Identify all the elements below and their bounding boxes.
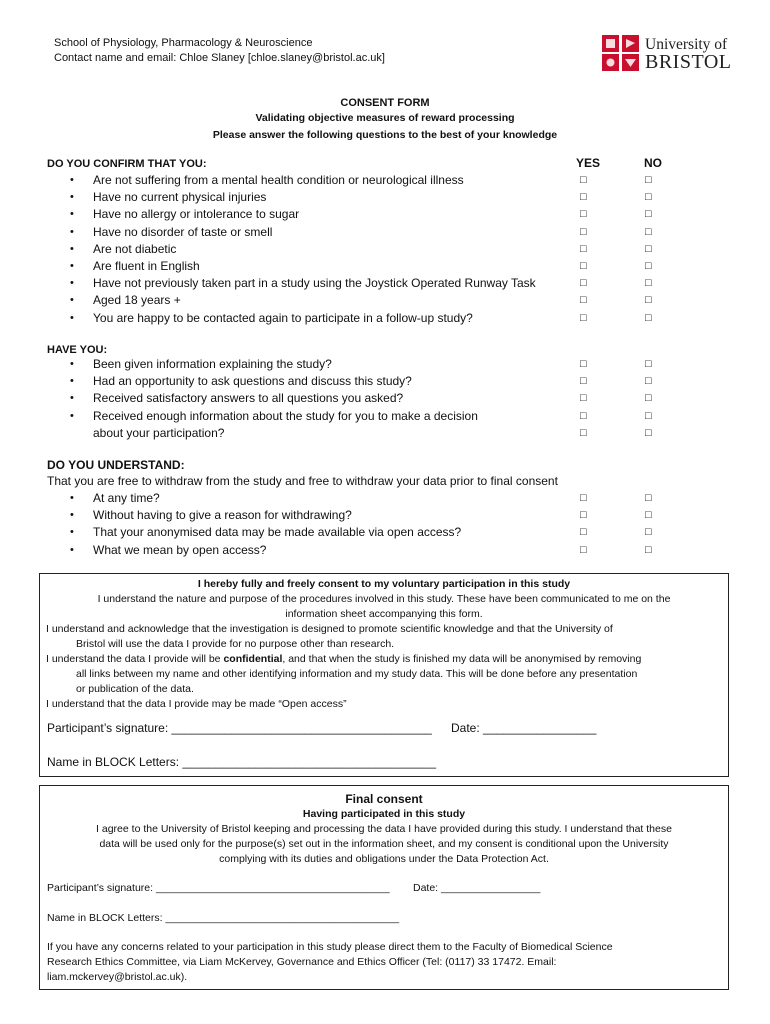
no-checkbox[interactable]: □ <box>645 174 652 186</box>
no-checkbox[interactable]: □ <box>645 526 652 539</box>
list-item <box>0 172 770 189</box>
yes-checkbox[interactable]: □ <box>580 409 587 422</box>
no-checkbox[interactable]: □ <box>645 492 652 504</box>
university-logo <box>602 34 742 74</box>
section-heading-have: HAVE YOU: <box>47 344 108 356</box>
consent-text: Bristol will use the data I provide for no purpose other than research. <box>76 638 395 650</box>
yes-checkbox[interactable]: □ <box>580 492 587 504</box>
consent-text <box>46 652 722 667</box>
final-block-letters-field[interactable]: Name in BLOCK Letters: ________________________________________ <box>47 912 400 924</box>
final-consent-text: complying with its duties and obligations under the Data Protection Act. <box>219 853 549 865</box>
list-item <box>0 390 770 407</box>
list-item <box>0 275 770 292</box>
question-text: What we mean by open access? <box>93 542 267 557</box>
list-item <box>0 241 770 258</box>
list-item <box>0 292 770 309</box>
question-text: Have no current physical injuries <box>93 190 267 205</box>
yes-checkbox[interactable]: □ <box>580 358 587 370</box>
consent-text: I understand that the data I provide may be made “Open access” <box>46 698 347 710</box>
question-text: Without having to give a reason for withdrawing? <box>93 508 352 523</box>
block-letters-name-field[interactable]: Name in BLOCK Letters: ______________________________________ <box>47 755 436 769</box>
consent-statement-box <box>39 573 729 777</box>
yes-checkbox[interactable]: □ <box>580 311 587 324</box>
list-item <box>0 224 770 241</box>
consent-text: I understand and acknowledge that the investigation is designed to promote scientific knowledge and that the University of <box>46 623 613 635</box>
no-checkbox[interactable]: □ <box>645 225 652 238</box>
bullet: • <box>70 543 74 556</box>
question-text: That your anonymised data may be made available via open access? <box>93 525 462 540</box>
question-text: Been given information explaining the study? <box>93 357 332 371</box>
final-consent-box <box>39 785 729 990</box>
no-checkbox[interactable]: □ <box>645 509 652 522</box>
bullet: • <box>70 191 74 204</box>
list-item <box>0 408 770 425</box>
consent-text: information sheet accompanying this form. <box>285 608 483 620</box>
consent-text: I understand the nature and purpose of the procedures involved in this study. These have been communicated to me on the <box>97 593 671 605</box>
yes-checkbox[interactable]: □ <box>580 191 587 204</box>
concerns-text: liam.mckervey@bristol.ac.uk). <box>47 971 188 983</box>
bullet: • <box>70 375 74 388</box>
bullet: • <box>70 492 74 504</box>
logo-text-line2: BRISTOL <box>645 51 732 73</box>
list-item <box>0 206 770 223</box>
yes-checkbox[interactable]: □ <box>580 509 587 522</box>
yes-checkbox[interactable]: □ <box>580 543 587 556</box>
yes-checkbox[interactable]: □ <box>580 277 587 290</box>
question-continuation: about your participation? <box>93 426 225 440</box>
question-text: Are not suffering from a mental health condition or neurological illness <box>93 173 464 187</box>
consent-box-title: I hereby fully and freely consent to my voluntary participation in this study <box>197 578 571 590</box>
bullet: • <box>70 358 74 370</box>
bullet: • <box>70 409 74 422</box>
consent-text-bold: confidential <box>223 653 283 665</box>
list-item <box>0 258 770 275</box>
no-checkbox[interactable]: □ <box>645 358 652 370</box>
no-checkbox[interactable]: □ <box>645 409 652 422</box>
consent-text-part: , and that when the study is finished my data will be anonymised by removing <box>282 653 642 665</box>
question-text: Are fluent in English <box>93 259 200 273</box>
date-field[interactable]: Date: _________________ <box>451 721 597 735</box>
no-checkbox[interactable]: □ <box>645 294 652 307</box>
list-item <box>0 189 770 206</box>
study-title: Validating objective measures of reward processing <box>255 112 515 124</box>
concerns-text: If you have any concerns related to your participation in this study please direct them to the Faculty of Biomedical Science <box>47 941 613 953</box>
final-consent-title: Final consent <box>345 792 423 806</box>
bullet: • <box>70 392 74 405</box>
no-checkbox[interactable]: □ <box>645 427 652 439</box>
no-checkbox[interactable]: □ <box>645 543 652 556</box>
final-consent-text: I agree to the University of Bristol keeping and processing the data I have provided during this study. I understand that these <box>96 823 672 835</box>
no-checkbox[interactable]: □ <box>645 375 652 388</box>
logo-text-line1: University of <box>645 36 728 53</box>
question-text: At any time? <box>93 491 160 505</box>
question-text: Have no disorder of taste or smell <box>93 224 273 239</box>
final-signature-field[interactable]: Participant’s signature: ________________________________________ <box>47 882 390 894</box>
yes-checkbox[interactable]: □ <box>580 242 587 255</box>
yes-checkbox[interactable]: □ <box>580 225 587 238</box>
final-consent-subtitle: Having participated in this study <box>302 808 466 820</box>
bullet: • <box>70 294 74 307</box>
bullet: • <box>70 277 74 290</box>
form-titles <box>0 96 770 144</box>
list-item <box>0 356 770 373</box>
bullet: • <box>70 509 74 522</box>
list-item <box>0 542 770 559</box>
participant-signature-field[interactable]: Participant’s signature: _______________________________________ <box>47 721 432 735</box>
consent-text: all links between my name and other identifying information and my study data. This will be done before any presentation <box>76 668 638 680</box>
yes-checkbox[interactable]: □ <box>580 427 587 439</box>
column-header-no: NO <box>644 156 662 170</box>
yes-checkbox[interactable]: □ <box>580 294 587 307</box>
list-item <box>0 490 770 507</box>
no-checkbox[interactable]: □ <box>645 242 652 255</box>
yes-checkbox[interactable]: □ <box>580 392 587 405</box>
no-checkbox[interactable]: □ <box>645 392 652 405</box>
bullet: • <box>70 311 74 324</box>
bullet: • <box>70 260 74 272</box>
question-text: Are not diabetic <box>93 241 177 256</box>
yes-checkbox[interactable]: □ <box>580 208 587 221</box>
no-checkbox[interactable]: □ <box>645 260 652 272</box>
bullet: • <box>70 242 74 255</box>
bullet: • <box>70 225 74 238</box>
no-checkbox[interactable]: □ <box>645 191 652 204</box>
section-heading-confirm: DO YOU CONFIRM THAT YOU: <box>47 158 207 170</box>
list-item <box>0 310 770 327</box>
bullet: • <box>70 208 74 221</box>
consent-text: or publication of the data. <box>76 683 194 695</box>
form-title: CONSENT FORM <box>340 97 430 109</box>
question-text: Received satisfactory answers to all questions you asked? <box>93 391 404 406</box>
no-checkbox[interactable]: □ <box>645 277 652 290</box>
list-item <box>0 373 770 390</box>
no-checkbox[interactable]: □ <box>645 311 652 324</box>
column-header-yes: YES <box>576 156 601 170</box>
question-text: Received enough information about the study for you to make a decision <box>93 408 478 423</box>
concerns-text: Research Ethics Committee, via Liam McKervey, Governance and Ethics Officer (Tel: (0117) 33 17472. Email: <box>47 956 557 968</box>
question-text: Have not previously taken part in a study using the Joystick Operated Runway Task <box>93 276 536 291</box>
document-header <box>54 36 385 66</box>
school-name: School of Physiology, Pharmacology & Neuroscience <box>54 37 313 49</box>
bullet: • <box>70 174 74 186</box>
bullet: • <box>70 526 74 539</box>
question-text: Aged 18 years + <box>93 293 181 308</box>
list-item <box>0 425 770 442</box>
university-crest-icon <box>602 35 640 71</box>
yes-checkbox[interactable]: □ <box>580 526 587 539</box>
consent-text-part: I understand the data I provide will be <box>46 653 224 665</box>
yes-checkbox[interactable]: □ <box>580 260 587 272</box>
list-item <box>0 524 770 541</box>
question-text: Have no allergy or intolerance to sugar <box>93 207 300 222</box>
question-text: Had an opportunity to ask questions and discuss this study? <box>93 374 412 389</box>
yes-checkbox[interactable]: □ <box>580 174 587 186</box>
list-item <box>0 507 770 524</box>
no-checkbox[interactable]: □ <box>645 208 652 221</box>
final-consent-text: data will be used only for the purpose(s) set out in the information sheet, and my consent is conditional upon the University <box>99 838 669 850</box>
question-text: You are happy to be contacted again to participate in a follow-up study? <box>93 310 473 325</box>
understand-intro: That you are free to withdraw from the study and free to withdraw your data prior to final consent <box>47 474 558 488</box>
final-date-field[interactable]: Date: _________________ <box>413 882 541 894</box>
yes-checkbox[interactable]: □ <box>580 375 587 388</box>
form-instruction: Please answer the following questions to the best of your knowledge <box>212 129 558 141</box>
contact-line: Contact name and email: Chloe Slaney [chloe.slaney@bristol.ac.uk] <box>54 52 385 64</box>
section-heading-understand: DO YOU UNDERSTAND: <box>47 458 185 472</box>
